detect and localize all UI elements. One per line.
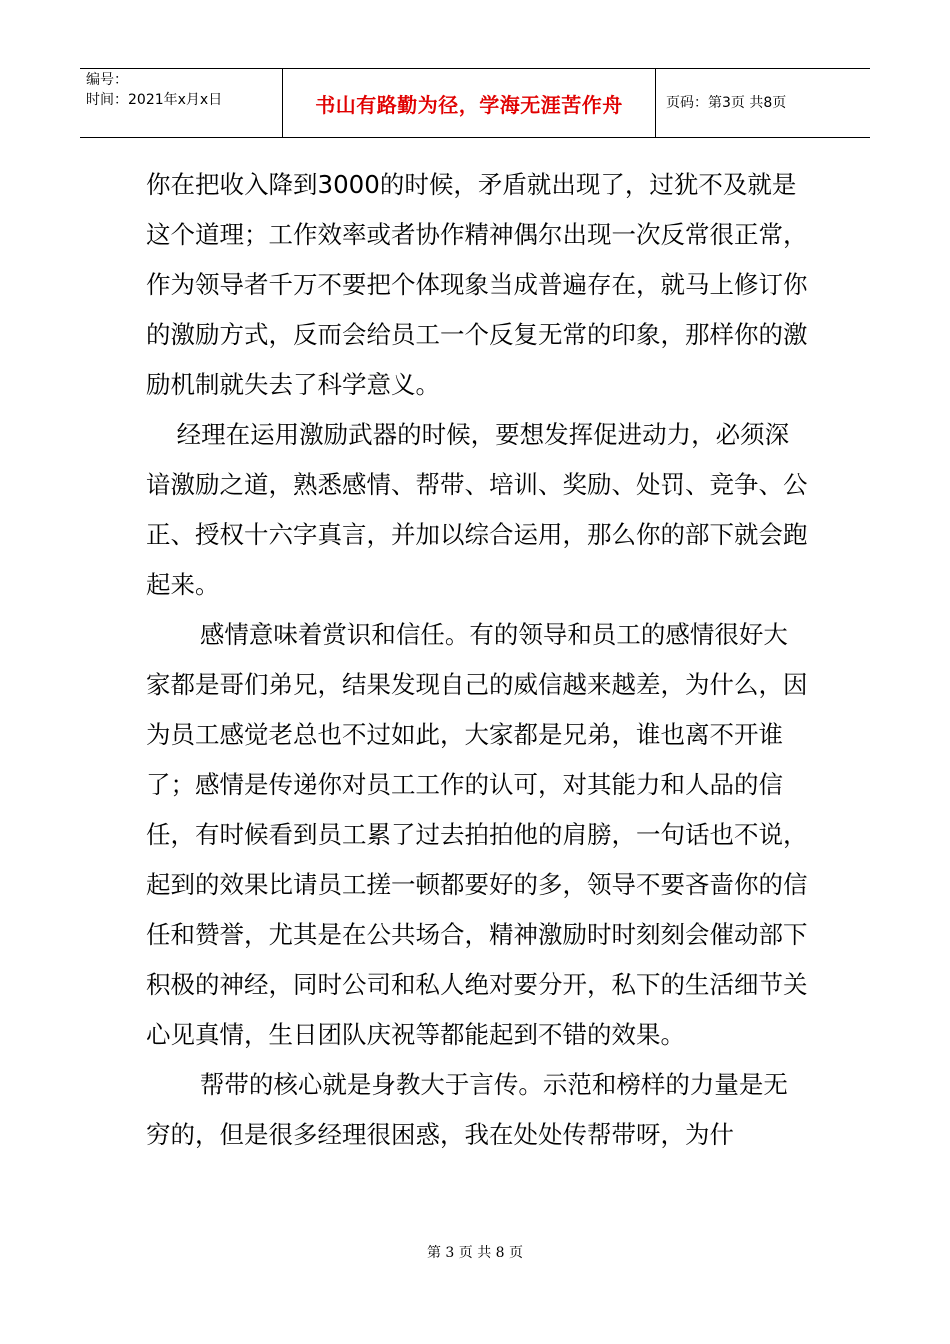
document-date-label: 时间：2021年x月x日 [86,92,223,108]
body-paragraph: 帮带的核心就是身教大于言传。示范和榜样的力量是无穷的，但是很多经理很困惑，我在处处传帮带呀，为什 [146,1070,788,1149]
body-paragraph: 经理在运用激励武器的时候，要想发挥促进动力，必须深谙激励之道，熟悉感情、帮带、培训、奖励、处罚、竞争、公正、授权十六字真言，并加以综合运用，那么你的部下就会跑起来。 [146,420,808,599]
page-footer: 第 3 页 共 8 页 [426,1245,524,1261]
header-meta-cell [80,69,282,137]
header-page-cell [656,69,870,137]
document-body [146,160,810,1160]
header-page-number: 页码：第3页 共8页 [666,95,787,111]
document-number-label: 编号： [86,72,128,88]
page-header [80,68,870,138]
body-paragraph: 感情意味着赏识和信任。有的领导和员工的感情很好大家都是哥们弟兄，结果发现自己的威信越来越差，为什么，因为员工感觉老总也不过如此，大家都是兄弟，谁也离不开谁了；感情是传递你对员工工作的认可，对其能力和人品的信任，有时候看到员工累了过去拍拍他的肩膀，一句话也不说，起到的效果比请员工搓一顿都要好的多，领导不要吝啬你的信任和赞誉，尤其是在公共场合，精神激励时时刻刻会催动部下积极的神经，同时公司和私人绝对要分开，私下的生活细节关心见真情，生日团队庆祝等都能起到不错的效果。 [146,620,808,1049]
header-motto-cell [282,69,656,137]
body-paragraph: 你在把收入降到3000的时候，矛盾就出现了，过犹不及就是这个道理；工作效率或者协作精神偶尔出现一次反常很正常，作为领导者千万不要把个体现象当成普遍存在，就马上修订你的激励方式，反而会给员工一个反复无常的印象，那样你的激励机制就失去了科学意义。 [146,170,808,399]
header-motto: 书山有路勤为径，学海无涯苦作舟 [315,92,623,117]
